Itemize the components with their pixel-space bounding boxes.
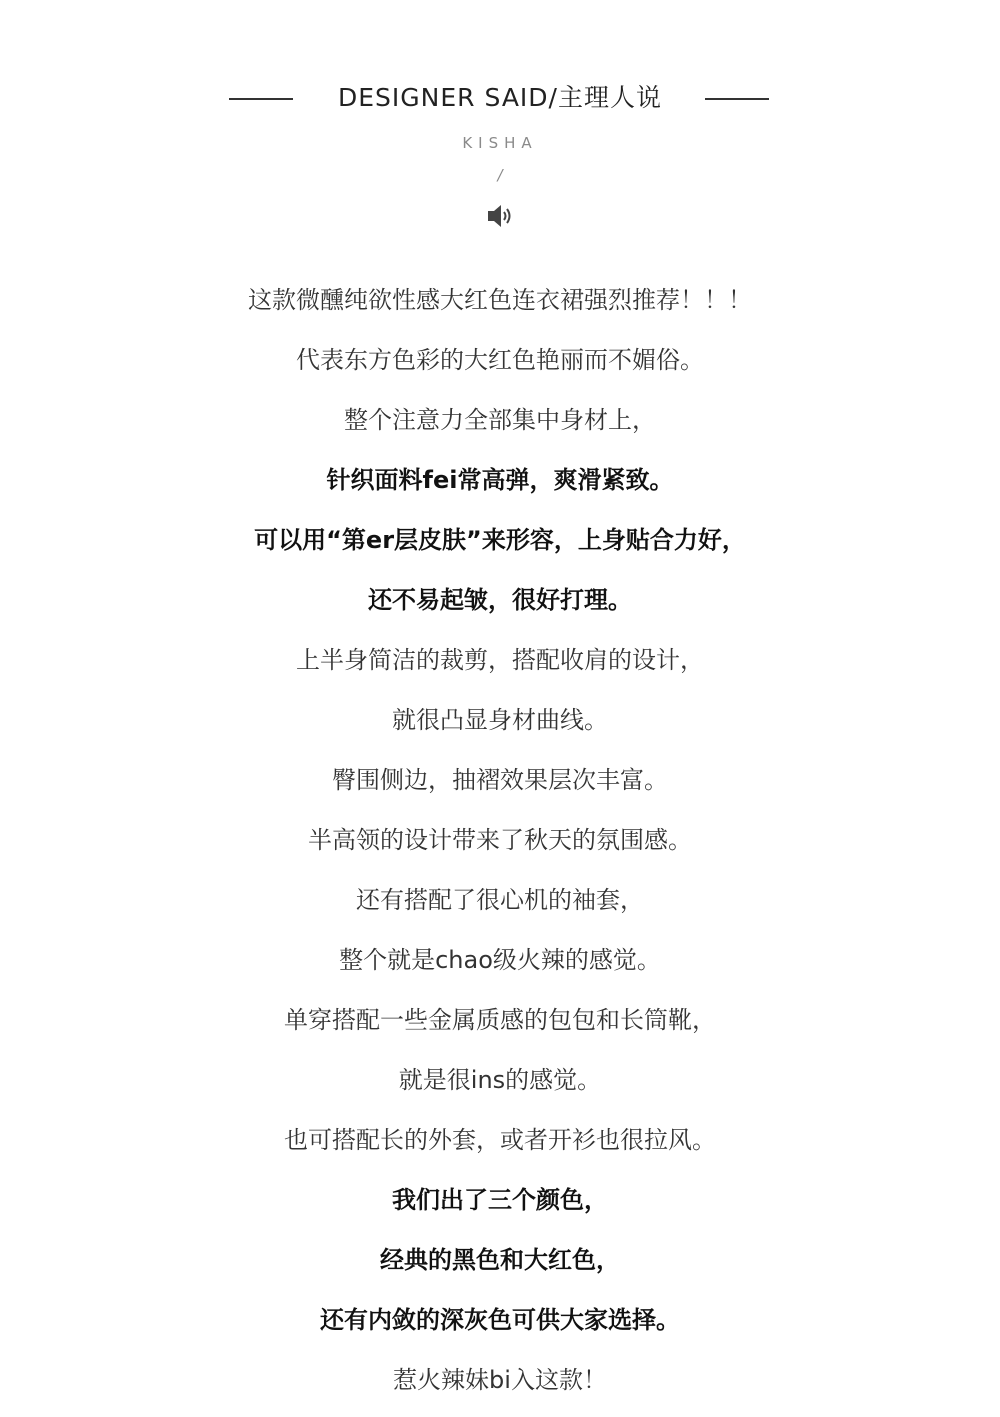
description-line: 上半身简洁的裁剪，搭配收肩的设计， [296, 646, 704, 674]
description-line: 整个注意力全部集中身材上， [344, 406, 656, 434]
speaker-icon[interactable] [486, 202, 514, 230]
description-line: 这款微醺纯欲性感大红色连衣裙强烈推荐！！！ [248, 286, 752, 314]
description-line: 针织面料fei常高弹，爽滑紧致。 [326, 466, 674, 494]
description-line: 可以用“第er层皮肤”来形容，上身贴合力好， [254, 526, 746, 554]
description-line: 我们出了三个颜色， [392, 1186, 608, 1214]
description-line: 整个就是chao级火辣的感觉。 [339, 946, 661, 974]
description-line: 经典的黑色和大红色， [380, 1246, 620, 1274]
designer-description [0, 270, 1000, 1410]
description-line: 就是很ins的感觉。 [398, 1066, 602, 1094]
description-line: 惹火辣妹bi入这款！ [393, 1366, 607, 1394]
description-line: 也可搭配长的外套，或者开衫也很拉风。 [284, 1126, 716, 1154]
description-line: 还有搭配了很心机的袖套， [356, 886, 644, 914]
header-divider-right [705, 98, 769, 100]
description-line: 还有内敛的深灰色可供大家选择。 [320, 1306, 680, 1334]
description-line: 就很凸显身材曲线。 [392, 706, 608, 734]
description-line: 半高领的设计带来了秋天的氛围感。 [308, 826, 692, 854]
designer-divider: / [497, 166, 503, 184]
description-line: 单穿搭配一些金属质感的包包和长筒靴， [284, 1006, 716, 1034]
section-header [0, 76, 1000, 120]
description-line: 代表东方色彩的大红色艳丽而不媚俗。 [296, 346, 704, 374]
designer-name: KISHA [462, 134, 538, 152]
section-title: DESIGNER SAID/主理人说 [338, 83, 662, 112]
header-divider-left [229, 98, 293, 100]
description-line: 还不易起皱，很好打理。 [368, 586, 632, 614]
description-line: 臀围侧边，抽褶效果层次丰富。 [332, 766, 668, 794]
